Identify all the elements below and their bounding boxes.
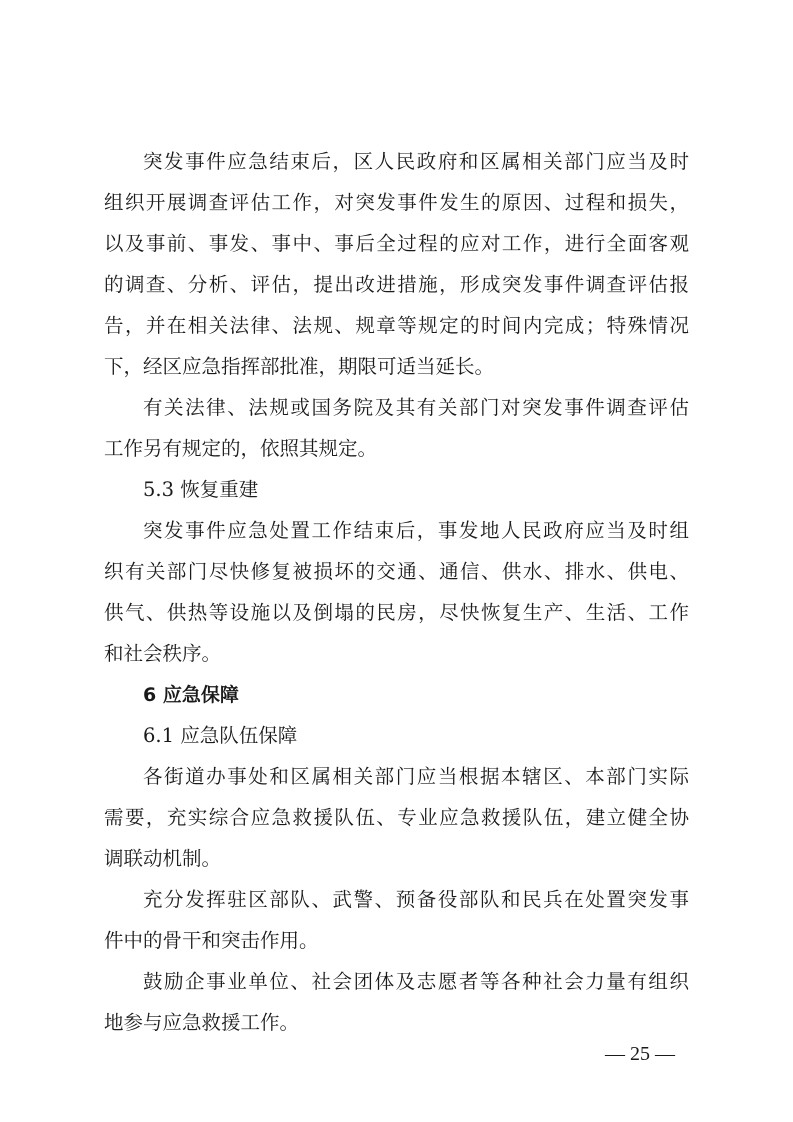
paragraph-1-line-5: 告，并在相关法律、法规、规章等规定的时间内完成；特殊情况	[104, 314, 689, 337]
paragraph-3-line-3: 供气、供热等设施以及倒塌的民房，尽快恢复生产、生活、工作	[104, 601, 689, 624]
paragraph-4-line-3: 调联动机制。	[104, 847, 222, 870]
paragraph-3-line-4: 和社会秩序。	[104, 642, 222, 665]
paragraph-4-line-1: 各街道办事处和区属相关部门应当根据本辖区、本部门实际	[143, 765, 689, 788]
section-heading-6: 6 应急保障	[143, 684, 239, 706]
section-heading-6-1: 6.1 应急队伍保障	[143, 724, 298, 747]
paragraph-3-line-1: 突发事件应急处置工作结束后，事发地人民政府应当及时组	[143, 519, 689, 542]
paragraph-5-line-2: 件中的骨干和突击作用。	[104, 929, 319, 952]
paragraph-1-line-1: 突发事件应急结束后，区人民政府和区属相关部门应当及时	[143, 150, 689, 173]
paragraph-2-line-2: 工作另有规定的，依照其规定。	[104, 437, 378, 460]
section-heading-5-3: 5.3 恢复重建	[143, 478, 259, 501]
paragraph-3-line-2: 织有关部门尽快修复被损坏的交通、通信、供水、排水、供电、	[104, 560, 689, 583]
paragraph-1-line-2: 组织开展调查评估工作，对突发事件发生的原因、过程和损失，	[104, 191, 689, 214]
paragraph-5-line-1: 充分发挥驻区部队、武警、预备役部队和民兵在处置突发事	[143, 888, 689, 911]
paragraph-4-line-2: 需要，充实综合应急救援队伍、专业应急救援队伍，建立健全协	[104, 806, 689, 829]
paragraph-6-line-1: 鼓励企事业单位、社会团体及志愿者等各种社会力量有组织	[143, 970, 689, 993]
paragraph-6-line-2: 地参与应急救援工作。	[104, 1011, 300, 1034]
paragraph-2-line-1: 有关法律、法规或国务院及其有关部门对突发事件调查评估	[143, 396, 689, 419]
paragraph-1-line-6: 下，经区应急指挥部批准，期限可适当延长。	[104, 355, 495, 378]
paragraph-1-line-3: 以及事前、事发、事中、事后全过程的应对工作，进行全面客观	[104, 232, 689, 255]
paragraph-1-line-4: 的调查、分析、评估，提出改进措施，形成突发事件调查评估报	[104, 273, 689, 296]
page-number: — 25 —	[605, 1043, 675, 1065]
